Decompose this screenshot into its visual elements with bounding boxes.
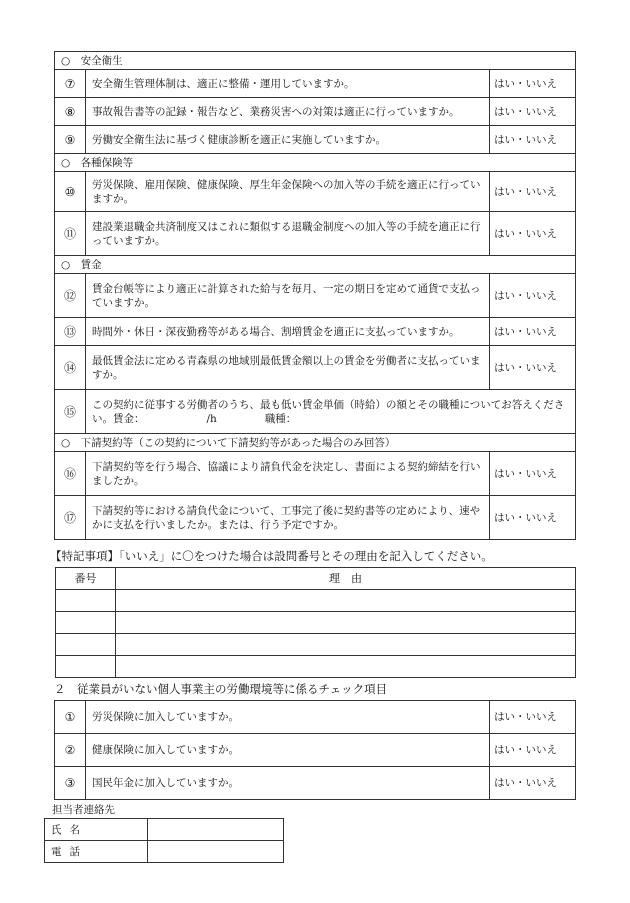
yes-no-choice[interactable]: はい・いいえ — [490, 70, 576, 98]
yes-no-choice[interactable]: はい・いいえ — [490, 274, 576, 318]
section-title: ○ 下請契約等（この契約について下請契約等があった場合のみ回答） — [55, 434, 576, 452]
self-employed-table — [54, 700, 576, 800]
question-text: 下請契約等における請負代金について、工事完了後に契約書等の定めにより、速やかに支払を行いましたか。または、行う予定ですか。 — [86, 496, 490, 540]
question-row — [55, 212, 576, 256]
question-row — [55, 274, 576, 318]
question-number: ⑪ — [55, 212, 86, 256]
notes-number-cell[interactable] — [56, 590, 116, 612]
question-number: ② — [55, 734, 86, 767]
phone-field[interactable] — [148, 841, 284, 863]
yes-no-choice[interactable]: はい・いいえ — [490, 346, 576, 390]
notes-table — [55, 567, 576, 678]
question-row — [55, 172, 576, 212]
section-row-wage — [55, 256, 576, 274]
question-text: 時間外・休日・深夜勤務等がある場合、割増賃金を適正に支払っていますか。 — [86, 318, 490, 346]
wage-label: 賃金： — [113, 412, 145, 425]
question-row — [55, 98, 576, 126]
question-text: 労働安全衛生法に基づく健康診断を適正に実施していますか。 — [86, 126, 490, 154]
question-row — [55, 126, 576, 154]
question-row — [55, 767, 576, 800]
section-title: ○ 安全衛生 — [55, 52, 576, 70]
notes-number-cell[interactable] — [56, 634, 116, 656]
question-row — [55, 496, 576, 540]
question-number: ⑬ — [55, 318, 86, 346]
question-text: 健康保険に加入していますか。 — [86, 734, 490, 767]
checklist-table — [54, 51, 576, 540]
question-text: この契約に従事する労働者のうち、最も低い賃金単価（時給）の額とその職種についてお答えください。 — [92, 398, 565, 425]
yes-no-choice[interactable]: はい・いいえ — [490, 496, 576, 540]
notes-col-reason: 理 由 — [116, 568, 576, 590]
yes-no-choice[interactable]: はい・いいえ — [490, 126, 576, 154]
notes-reason-cell[interactable] — [116, 612, 576, 634]
yes-no-choice[interactable]: はい・いいえ — [490, 212, 576, 256]
yes-no-choice[interactable]: はい・いいえ — [490, 172, 576, 212]
yes-no-choice[interactable]: はい・いいえ — [490, 452, 576, 496]
question-text: 安全衛生管理体制は、適正に整備・運用していますか。 — [86, 70, 490, 98]
contact-title: 担当者連絡先 — [52, 804, 115, 816]
question-number: ⑫ — [55, 274, 86, 318]
question-number: ⑨ — [55, 126, 86, 154]
yes-no-choice[interactable]: はい・いいえ — [490, 767, 576, 800]
question-number: ⑰ — [55, 496, 86, 540]
notes-number-cell[interactable] — [56, 656, 116, 678]
contact-table — [44, 818, 284, 863]
question-text-wage — [86, 390, 576, 434]
question-text: 下請契約等を行う場合、協議により請負代金を決定し、書面による契約締結を行いましたか。 — [86, 452, 490, 496]
question-number: ⑧ — [55, 98, 86, 126]
job-label: 職種： — [264, 412, 297, 425]
question-text: 国民年金に加入していますか。 — [86, 767, 490, 800]
question-text: 事故報告書等の記録・報告など、業務災害への対策は適正に行っていますか。 — [86, 98, 490, 126]
notes-number-cell[interactable] — [56, 612, 116, 634]
contact-row — [45, 841, 284, 863]
notes-row — [56, 656, 576, 678]
notes-header-row — [56, 568, 576, 590]
section-title: ○ 各種保険等 — [55, 154, 576, 172]
notes-reason-cell[interactable] — [116, 590, 576, 612]
section-row-subcontract — [55, 434, 576, 452]
notes-reason-cell[interactable] — [116, 634, 576, 656]
question-number: ⑮ — [55, 390, 86, 434]
question-row — [55, 701, 576, 734]
question-row — [55, 452, 576, 496]
yes-no-choice[interactable]: はい・いいえ — [490, 318, 576, 346]
question-number: ⑩ — [55, 172, 86, 212]
question-number: ⑦ — [55, 70, 86, 98]
question-number: ③ — [55, 767, 86, 800]
question-row — [55, 70, 576, 98]
notes-reason-cell[interactable] — [116, 656, 576, 678]
question-text: 賃金台帳等により適正に計算された給与を毎月、一定の期日を定めて通貨で支払っていますか。 — [86, 274, 490, 318]
phone-label: 電話 — [45, 841, 148, 863]
question-text: 労災保険、雇用保険、健康保険、厚生年金保険への加入等の手続を適正に行っていますか。 — [86, 172, 490, 212]
question-row — [55, 346, 576, 390]
yes-no-choice[interactable]: はい・いいえ — [490, 701, 576, 734]
contact-row — [45, 819, 284, 841]
name-label: 氏名 — [45, 819, 148, 841]
question-number: ① — [55, 701, 86, 734]
question-text: 最低賃金法に定める青森県の地域別最低賃金額以上の賃金を労働者に支払っていますか。 — [86, 346, 490, 390]
name-field[interactable] — [148, 819, 284, 841]
question-row — [55, 390, 576, 434]
question-row — [55, 734, 576, 767]
notes-instruction: 【特記事項】「いいえ」に〇をつけた場合は設問番号とその理由を記入してください。 — [50, 549, 493, 563]
question-number: ⑭ — [55, 346, 86, 390]
notes-row — [56, 634, 576, 656]
wage-unit: /h — [206, 412, 217, 425]
question-number: ⑯ — [55, 452, 86, 496]
notes-row — [56, 612, 576, 634]
self-employed-heading: ２ 従業員がいない個人事業主の労働環境等に係るチェック項目 — [54, 682, 388, 696]
section-row-safety — [55, 52, 576, 70]
yes-no-choice[interactable]: はい・いいえ — [490, 734, 576, 767]
notes-col-number: 番号 — [56, 568, 116, 590]
question-text: 建設業退職金共済制度又はこれに類似する退職金制度への加入等の手続を適正に行っていますか。 — [86, 212, 490, 256]
section-title: ○ 賃金 — [55, 256, 576, 274]
question-text: 労災保険に加入していますか。 — [86, 701, 490, 734]
section-row-insurance — [55, 154, 576, 172]
notes-row — [56, 590, 576, 612]
question-row — [55, 318, 576, 346]
yes-no-choice[interactable]: はい・いいえ — [490, 98, 576, 126]
